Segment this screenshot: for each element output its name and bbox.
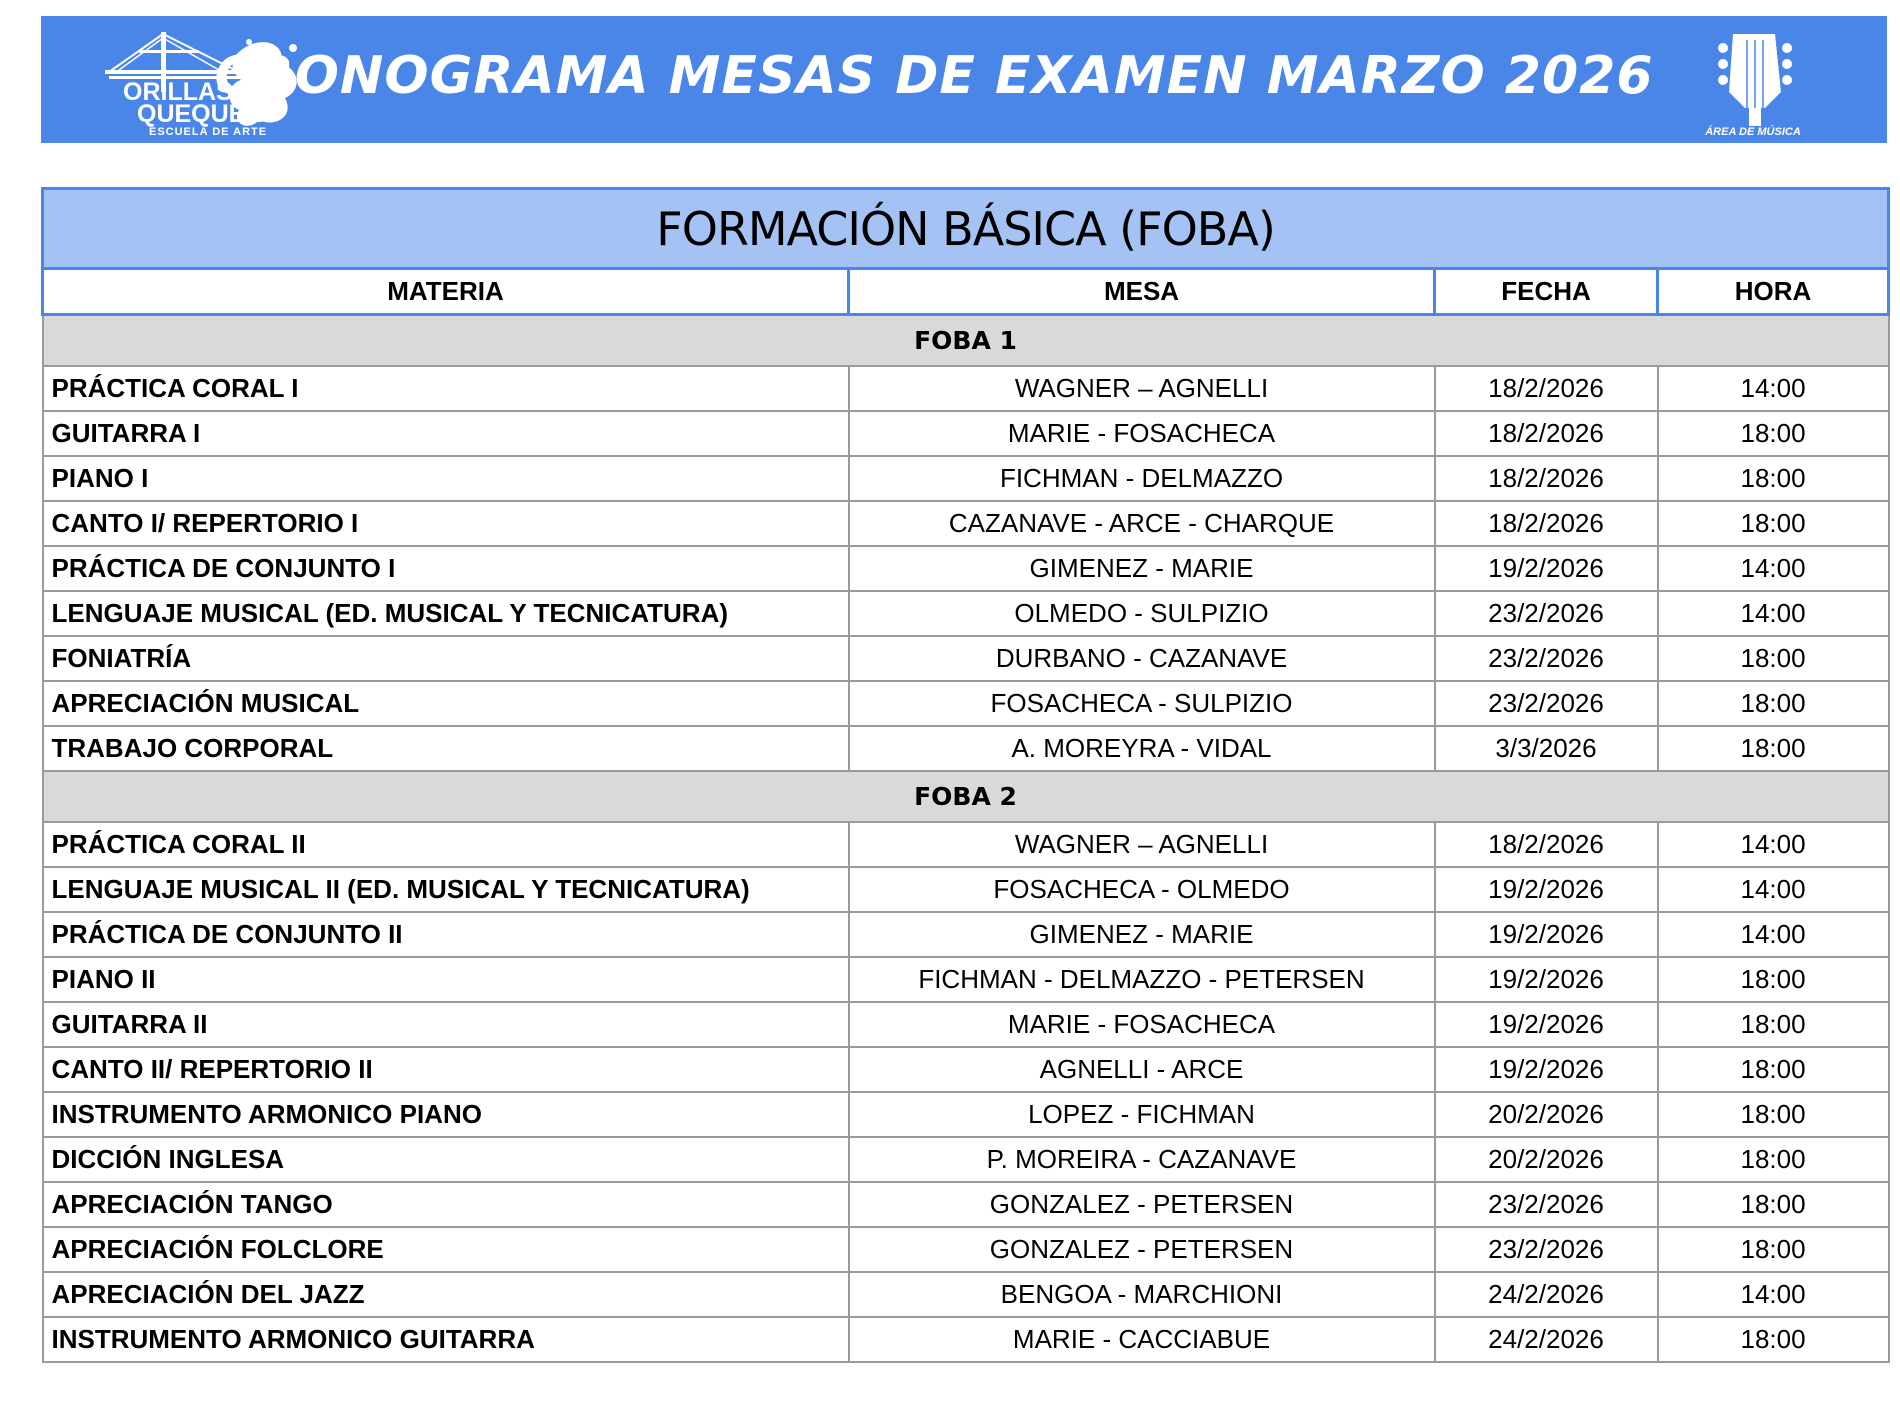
logo-subtitle: ESCUELA DE ARTE <box>149 126 268 138</box>
cell-materia: PIANO II <box>43 957 849 1002</box>
cell-materia: PIANO I <box>43 456 849 501</box>
cell-fecha: 19/2/2026 <box>1435 1002 1658 1047</box>
table-row <box>43 867 1889 912</box>
cell-materia: GUITARRA II <box>43 1002 849 1047</box>
cell-mesa: A. MOREYRA - VIDAL <box>849 726 1435 771</box>
cell-materia: GUITARRA I <box>43 411 849 456</box>
table-row <box>43 636 1889 681</box>
cell-fecha: 18/2/2026 <box>1435 411 1658 456</box>
cell-mesa: CAZANAVE - ARCE - CHARQUE <box>849 501 1435 546</box>
cell-fecha: 18/2/2026 <box>1435 822 1658 867</box>
group-header-row <box>43 315 1889 367</box>
cell-materia: PRÁCTICA DE CONJUNTO I <box>43 546 849 591</box>
column-header-hora: HORA <box>1658 269 1889 315</box>
cell-hora: 14:00 <box>1658 546 1889 591</box>
cell-mesa: BENGOA - MARCHIONI <box>849 1272 1435 1317</box>
table-row <box>43 1002 1889 1047</box>
cell-hora: 14:00 <box>1658 867 1889 912</box>
header-banner <box>41 16 1887 143</box>
cell-hora: 18:00 <box>1658 1182 1889 1227</box>
table-row <box>43 411 1889 456</box>
cell-materia: TRABAJO CORPORAL <box>43 726 849 771</box>
cell-materia: INSTRUMENTO ARMONICO PIANO <box>43 1092 849 1137</box>
cell-mesa: P. MOREIRA - CAZANAVE <box>849 1137 1435 1182</box>
cell-fecha: 23/2/2026 <box>1435 681 1658 726</box>
cell-mesa: WAGNER – AGNELLI <box>849 366 1435 411</box>
cell-materia: APRECIACIÓN FOLCLORE <box>43 1227 849 1272</box>
cell-mesa: GIMENEZ - MARIE <box>849 546 1435 591</box>
cell-hora: 18:00 <box>1658 1227 1889 1272</box>
cell-hora: 14:00 <box>1658 591 1889 636</box>
cell-materia: APRECIACIÓN MUSICAL <box>43 681 849 726</box>
table-row <box>43 501 1889 546</box>
cell-fecha: 19/2/2026 <box>1435 957 1658 1002</box>
cell-mesa: MARIE - FOSACHECA <box>849 411 1435 456</box>
cell-hora: 18:00 <box>1658 1047 1889 1092</box>
cell-fecha: 19/2/2026 <box>1435 1047 1658 1092</box>
cell-hora: 18:00 <box>1658 681 1889 726</box>
cell-hora: 18:00 <box>1658 957 1889 1002</box>
column-header-row <box>43 269 1889 315</box>
table-row <box>43 912 1889 957</box>
cell-fecha: 18/2/2026 <box>1435 366 1658 411</box>
cell-fecha: 19/2/2026 <box>1435 867 1658 912</box>
cell-hora: 18:00 <box>1658 1137 1889 1182</box>
music-area-label: ÁREA DE MÚSICA <box>1705 126 1801 138</box>
cell-fecha: 23/2/2026 <box>1435 1182 1658 1227</box>
cell-mesa: FICHMAN - DELMAZZO <box>849 456 1435 501</box>
cell-fecha: 19/2/2026 <box>1435 912 1658 957</box>
table-row <box>43 1047 1889 1092</box>
table-row <box>43 1272 1889 1317</box>
cell-materia: LENGUAJE MUSICAL (ED. MUSICAL Y TECNICATURA) <box>43 591 849 636</box>
table-row <box>43 1137 1889 1182</box>
cell-hora: 18:00 <box>1658 636 1889 681</box>
cell-mesa: GONZALEZ - PETERSEN <box>849 1182 1435 1227</box>
cell-materia: CANTO II/ REPERTORIO II <box>43 1047 849 1092</box>
cell-materia: PRÁCTICA CORAL II <box>43 822 849 867</box>
cell-mesa: GIMENEZ - MARIE <box>849 912 1435 957</box>
cell-hora: 18:00 <box>1658 456 1889 501</box>
cell-mesa: GONZALEZ - PETERSEN <box>849 1227 1435 1272</box>
cell-mesa: FOSACHECA - OLMEDO <box>849 867 1435 912</box>
table-row <box>43 366 1889 411</box>
cell-fecha: 18/2/2026 <box>1435 456 1658 501</box>
cell-materia: PRÁCTICA DE CONJUNTO II <box>43 912 849 957</box>
cell-hora: 18:00 <box>1658 1002 1889 1047</box>
column-header-mesa: MESA <box>849 269 1435 315</box>
cell-fecha: 18/2/2026 <box>1435 501 1658 546</box>
table-row <box>43 1317 1889 1362</box>
cell-hora: 18:00 <box>1658 1317 1889 1362</box>
section-title-row <box>43 189 1889 269</box>
cell-hora: 18:00 <box>1658 411 1889 456</box>
group-title: FOBA 1 <box>43 315 1889 367</box>
cell-mesa: MARIE - CACCIABUE <box>849 1317 1435 1362</box>
table-row <box>43 1092 1889 1137</box>
table-row <box>43 957 1889 1002</box>
cell-fecha: 23/2/2026 <box>1435 591 1658 636</box>
cell-materia: APRECIACIÓN DEL JAZZ <box>43 1272 849 1317</box>
cell-hora: 18:00 <box>1658 1092 1889 1137</box>
cell-fecha: 24/2/2026 <box>1435 1272 1658 1317</box>
cell-mesa: FOSACHECA - SULPIZIO <box>849 681 1435 726</box>
cell-materia: INSTRUMENTO ARMONICO GUITARRA <box>43 1317 849 1362</box>
table-row <box>43 456 1889 501</box>
logo-line-1: ORILLAS <box>123 78 233 106</box>
exam-schedule <box>41 187 1887 1363</box>
table-row <box>43 726 1889 771</box>
cell-materia: FONIATRÍA <box>43 636 849 681</box>
section-title: FORMACIÓN BÁSICA (FOBA) <box>43 189 1889 269</box>
schedule-table <box>41 187 1890 1363</box>
cell-hora: 18:00 <box>1658 726 1889 771</box>
cell-fecha: 20/2/2026 <box>1435 1092 1658 1137</box>
cell-fecha: 24/2/2026 <box>1435 1317 1658 1362</box>
logo-line-2: QUEQUEN <box>137 100 264 128</box>
group-title: FOBA 2 <box>43 771 1889 822</box>
cell-mesa: WAGNER – AGNELLI <box>849 822 1435 867</box>
table-row <box>43 822 1889 867</box>
music-area-logo <box>1703 30 1813 145</box>
cell-mesa: MARIE - FOSACHECA <box>849 1002 1435 1047</box>
cell-materia: CANTO I/ REPERTORIO I <box>43 501 849 546</box>
cell-hora: 14:00 <box>1658 1272 1889 1317</box>
column-header-materia: MATERIA <box>43 269 849 315</box>
cell-fecha: 20/2/2026 <box>1435 1137 1658 1182</box>
cell-fecha: 23/2/2026 <box>1435 1227 1658 1272</box>
cell-hora: 18:00 <box>1658 501 1889 546</box>
column-header-fecha: FECHA <box>1435 269 1658 315</box>
cell-materia: PRÁCTICA CORAL I <box>43 366 849 411</box>
cell-fecha: 23/2/2026 <box>1435 636 1658 681</box>
guitar-headstock-icon <box>1703 30 1813 126</box>
table-row <box>43 1227 1889 1272</box>
cell-mesa: LOPEZ - FICHMAN <box>849 1092 1435 1137</box>
cell-hora: 14:00 <box>1658 822 1889 867</box>
cell-mesa: DURBANO - CAZANAVE <box>849 636 1435 681</box>
table-row <box>43 546 1889 591</box>
table-row <box>43 1182 1889 1227</box>
cell-materia: LENGUAJE MUSICAL II (ED. MUSICAL Y TECNICATURA) <box>43 867 849 912</box>
group-header-row <box>43 771 1889 822</box>
cell-materia: APRECIACIÓN TANGO <box>43 1182 849 1227</box>
cell-mesa: FICHMAN - DELMAZZO - PETERSEN <box>849 957 1435 1002</box>
page-title: CRONOGRAMA MESAS DE EXAMEN MARZO 2026 <box>214 46 1654 106</box>
cell-mesa: AGNELLI - ARCE <box>849 1047 1435 1092</box>
cell-fecha: 3/3/2026 <box>1435 726 1658 771</box>
cell-mesa: OLMEDO - SULPIZIO <box>849 591 1435 636</box>
cell-fecha: 19/2/2026 <box>1435 546 1658 591</box>
cell-materia: DICCIÓN INGLESA <box>43 1137 849 1182</box>
cell-hora: 14:00 <box>1658 912 1889 957</box>
table-row <box>43 591 1889 636</box>
table-row <box>43 681 1889 726</box>
cell-hora: 14:00 <box>1658 366 1889 411</box>
